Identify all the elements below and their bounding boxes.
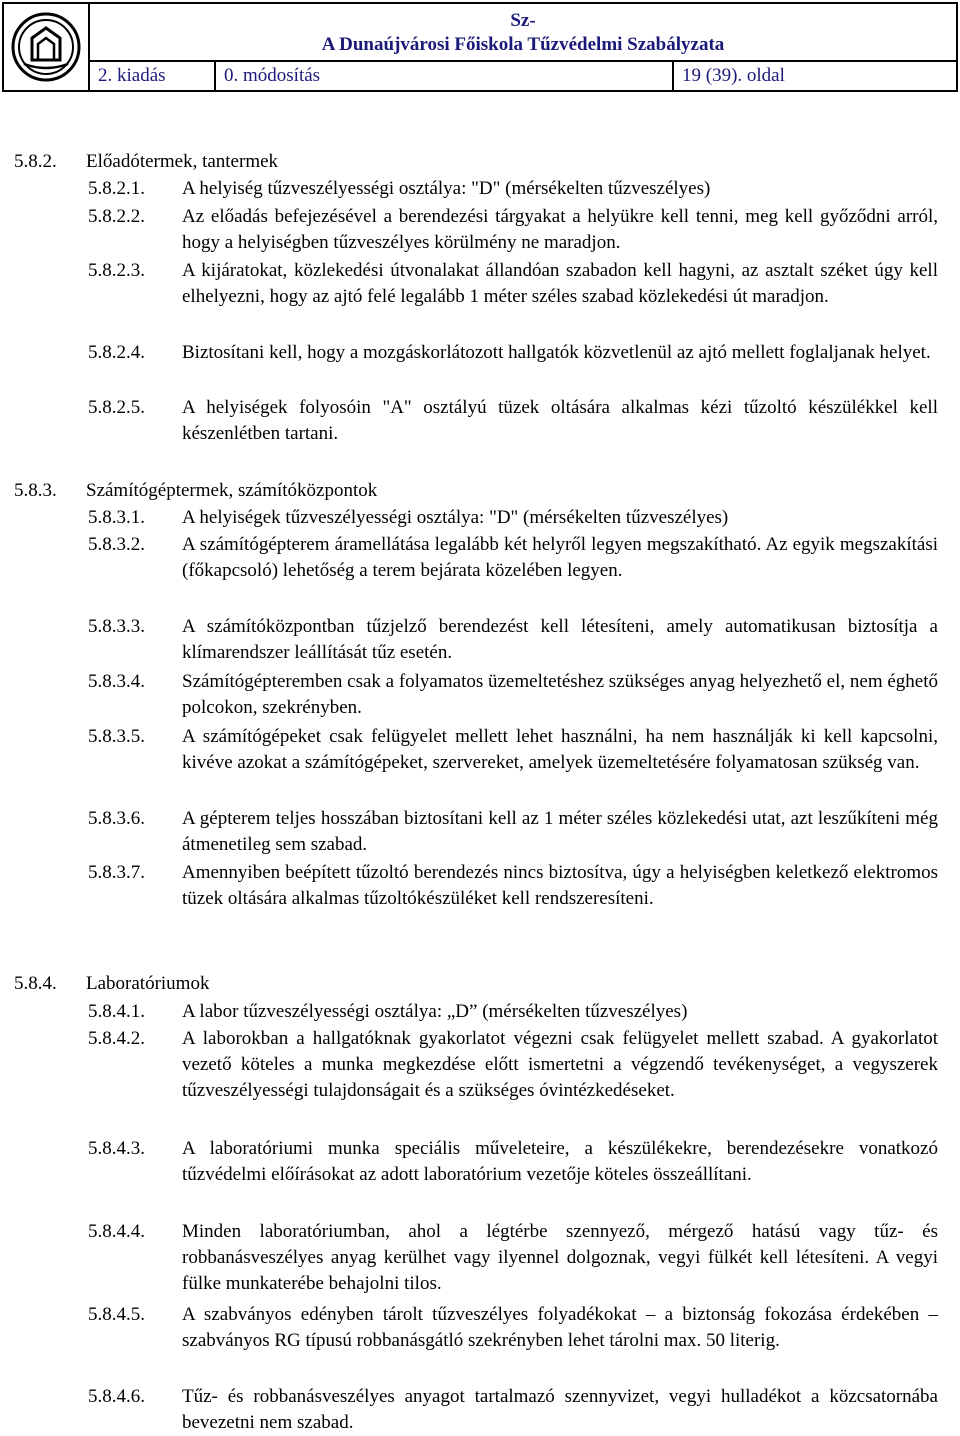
section-number: 5.8.3. (14, 480, 57, 501)
header-title (90, 4, 956, 62)
item-text: A labor tűzveszélyességi osztálya: „D” (mérsékelten tűzveszélyes) (182, 1001, 688, 1022)
item-text: A helyiségek tűzveszélyességi osztálya: "D" (mérsékelten tűzveszélyes) (182, 507, 729, 528)
item-text: A helyiség tűzveszélyességi osztálya: "D" (mérsékelten tűzveszélyes) (182, 178, 711, 199)
item-text: A laboratóriumi munka speciális műveleteire, a készülékekre, berendezésekre vonatkozó tűzvédelmi előírásokat az adott laboratórium vezetője köteles összeállítani. (182, 1138, 938, 1185)
revision-label: 0. módosítás (216, 62, 674, 90)
item-text: A számítógépterem áramellátása legalább két helyről legyen megszakítható. Az egyik megszakítási (főkapcsoló) lehetőség a terem bejárata közelében legyen. (182, 534, 938, 581)
item-number: 5.8.2.4. (88, 342, 145, 363)
section-number: 5.8.4. (14, 973, 57, 994)
header-title-line1: Sz- (510, 10, 536, 31)
item-number: 5.8.4.2. (88, 1028, 145, 1049)
item-number: 5.8.3.7. (88, 862, 145, 883)
item-text: Biztosítani kell, hogy a mozgáskorlátozott hallgatók közvetlenül az ajtó mellett foglaljanak helyet. (182, 342, 931, 363)
item-number: 5.8.2.1. (88, 178, 145, 199)
item-number: 5.8.4.3. (88, 1138, 145, 1159)
item-number: 5.8.4.6. (88, 1386, 145, 1407)
item-text: A laborokban a hallgatóknak gyakorlatot végezni csak felügyelet mellett szabad. A gyakorlatot vezető köteles a munka megkezdése előtt ismertetni a végzendő tevékenységet, a vegyszerek tűzveszélyességi tulajdonságait és a szükséges óvintézkedéseket. (182, 1028, 938, 1101)
item-number: 5.8.2.3. (88, 260, 145, 281)
logo-cell (4, 4, 90, 90)
item-number: 5.8.3.2. (88, 534, 145, 555)
item-text: A szabványos edényben tárolt tűzveszélyes folyadékokat – a biztonság fokozása érdekében – szabványos RG típusú robbanásgátló szekrényben lehet tárolni max. 50 literig. (182, 1304, 938, 1351)
item-number: 5.8.3.4. (88, 671, 145, 692)
item-text: A helyiségek folyosóin "A" osztályú tüzek oltására alkalmas kézi tűzoltó készülékkel kell készenlétben tartani. (182, 397, 938, 444)
item-text: Minden laboratóriumban, ahol a légtérbe szennyező, mérgező hatású vagy tűz- és robbanásveszélyes anyag kerülhet vagy ilyennel dolgoznak, vegyi fülkét kell létesíteni. A vegyi fülke munkaterébe behajolni tilos. (182, 1221, 938, 1294)
item-number: 5.8.4.1. (88, 1001, 145, 1022)
item-text: A kijáratokat, közlekedési útvonalakat állandóan szabadon kell hagyni, az asztalt széket úgy kell elhelyezni, hogy az ajtó felé legalább 1 méter széles szabad közlekedési út maradjon. (182, 260, 938, 307)
item-number: 5.8.3.5. (88, 726, 145, 747)
item-number: 5.8.3.1. (88, 507, 145, 528)
item-text: Amennyiben beépített tűzoltó berendezés nincs biztosítva, úgy a helyiségben keletkező elektromos tüzek oltására alkalmas tűzoltókészüléket kell rendszeresíteni. (182, 862, 938, 909)
section-title: Laboratóriumok (86, 973, 210, 994)
item-text: A gépterem teljes hosszában biztosítani kell az 1 méter széles közlekedési utat, azt leszűkíteni még átmenetileg sem szabad. (182, 808, 938, 855)
item-text: A számítóközpontban tűzjelző berendezést kell létesíteni, amely automatikusan biztosítja a klímarendszer leállítását tűz esetén. (182, 616, 938, 663)
section-title: Számítógéptermek, számítóközpontok (86, 480, 378, 501)
item-number: 5.8.2.2. (88, 206, 145, 227)
edition-label: 2. kiadás (90, 62, 216, 90)
item-number: 5.8.3.6. (88, 808, 145, 829)
section-number: 5.8.2. (14, 151, 57, 172)
header-title-line2: A Dunaújvárosi Főiskola Tűzvédelmi Szabályzata (321, 34, 725, 55)
item-text: Számítógépteremben csak a folyamatos üzemeltetéshez szükséges anyag helyezhető el, nem éghető polcokon, szekrényben. (182, 671, 939, 718)
page-number-label: 19 (39). oldal (682, 65, 785, 86)
section-title: Előadótermek, tantermek (86, 151, 279, 172)
item-number: 5.8.4.4. (88, 1221, 145, 1242)
item-number: 5.8.2.5. (88, 397, 145, 418)
item-number: 5.8.4.5. (88, 1304, 145, 1325)
item-number: 5.8.3.3. (88, 616, 145, 637)
item-text: Tűz- és robbanásveszélyes anyagot tartalmazó szennyvizet, vegyi hulladékot a közcsatornába bevezetni nem szabad. (182, 1386, 938, 1433)
item-text: Az előadás befejezésével a berendezési tárgyakat a helyükre kell tenni, meg kell győződni arról, hogy a helyiségben tűzveszélyes körülmény ne maradjon. (182, 206, 938, 253)
document-header (2, 2, 958, 92)
item-text: A számítógépeket csak felügyelet mellett lehet használni, ha nem használják ki kell kapcsolni, kivéve azokat a számítógépeket, szervereket, amelyek üzemeltetésére folyamatosan szükség van. (182, 726, 938, 773)
institution-logo-icon (10, 8, 82, 86)
